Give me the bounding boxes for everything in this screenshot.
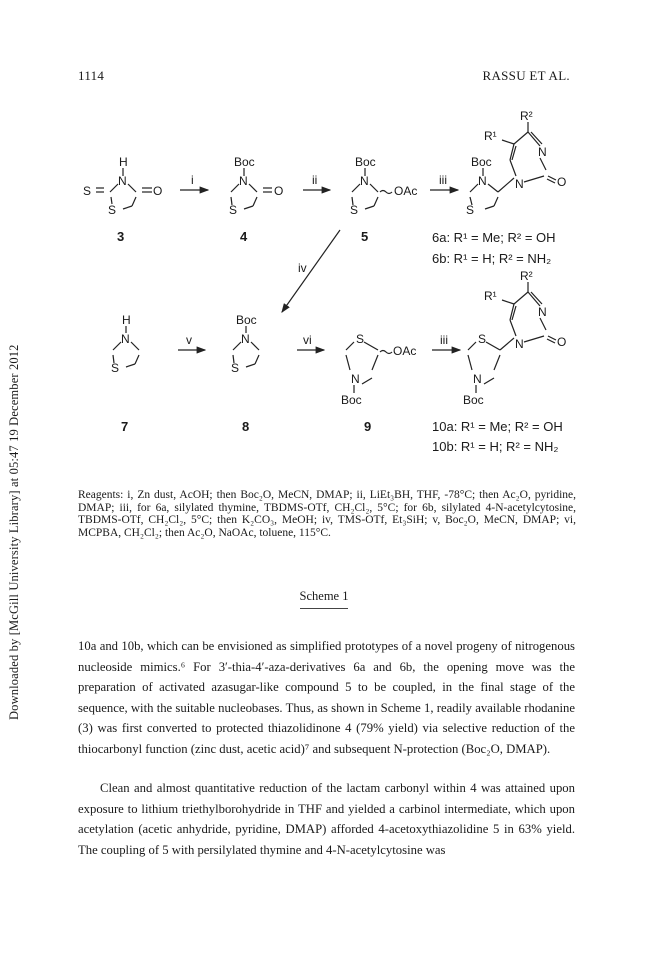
- atom-s-6: S: [466, 203, 475, 217]
- atom-s-7: S: [111, 361, 120, 375]
- atom-oac-9: OAc: [393, 344, 417, 358]
- running-head: RASSU ET AL.: [482, 68, 570, 83]
- label-compound-9: 9: [364, 419, 372, 434]
- atom-n3-10: N: [538, 305, 547, 319]
- step-iii-label-bottom: iii: [440, 333, 448, 347]
- atom-n1-10: N: [515, 337, 524, 351]
- download-notice: Downloaded by [McGill University Library] at 05:47 19 December 2012: [7, 344, 21, 720]
- label-compound-6b: 6b: R¹ = H; R² = NH₂: [432, 251, 552, 266]
- label-compound-10b: 10b: R¹ = H; R² = NH₂: [432, 439, 559, 454]
- caption-divider: [300, 608, 348, 609]
- label-compound-10a: 10a: R¹ = Me; R² = OH: [432, 419, 563, 434]
- atom-s-4: S: [229, 203, 238, 217]
- step-vi-label: vi: [303, 333, 312, 347]
- atom-s-10: S: [478, 332, 487, 346]
- label-compound-5: 5: [361, 229, 369, 244]
- label-compound-3: 3: [117, 229, 125, 244]
- body-paragraph-1: 10a and 10b, which can be envisioned as simplified prototypes of a novel progeny of nitrogenous nucleoside mimics.⁶ For 3′-thia-4′-aza-derivatives 6a and 6b, the opening move was the preparation of activated azasugar-like compound 5 to be coupled, in the final stage of the sequence, with the suitable nucleobases. Thus, as shown in Scheme 1, readily available rhodanine (3) was first converted to protected thiazolidinone 4 (79% yield) via selective reduction of the thiocarbonyl function (zinc dust, acetic acid)⁷ and subsequent N-protection (Boc₂O, DMAP).: [78, 639, 575, 756]
- atom-n-8: N: [241, 332, 250, 346]
- atom-n-7: N: [121, 332, 130, 346]
- atom-boc-4: Boc: [234, 155, 255, 169]
- step-v-label: v: [186, 333, 192, 347]
- atom-o-3: O: [153, 184, 163, 198]
- atom-r1-10: R¹: [484, 289, 497, 303]
- atom-r2-6: R²: [520, 109, 533, 123]
- atom-h-3: H: [119, 155, 128, 169]
- atom-r1-6: R¹: [484, 129, 497, 143]
- atom-o-6: O: [557, 175, 567, 189]
- scheme-caption: Scheme 1: [299, 589, 349, 603]
- compound-4-structure: [231, 168, 272, 209]
- atom-n-9: N: [351, 372, 360, 386]
- atom-boc-6: Boc: [471, 155, 492, 169]
- atom-n3-6: N: [538, 145, 547, 159]
- step-iii-label-top: iii: [439, 173, 447, 187]
- atom-s-3-exo: S: [83, 184, 92, 198]
- atom-oac-5: OAc: [394, 184, 418, 198]
- atom-n-5: N: [360, 174, 369, 188]
- atom-s-8: S: [231, 361, 240, 375]
- arrow-step-iv: [282, 230, 340, 312]
- atom-r2-10: R²: [520, 269, 533, 283]
- atom-n-6: N: [478, 174, 487, 188]
- atom-n-10: N: [473, 372, 482, 386]
- atom-s-5: S: [350, 203, 359, 217]
- reagents-caption: Reagents: i, Zn dust, AcOH; then Boc₂O, MeCN, DMAP; ii, LiEt₃BH, THF, -78°C; then Ac₂O, pyridine, DMAP; iii, for 6a, silylated thymine, TBDMS-OTf, CH₂Cl₂, 5°C; for 6b, silylated 4-N-acetylcytosine, TBDMS-OTf, CH₂Cl₂, 5°C; then K₂CO₃, MeOH; iv, TMS-OTf, Et₃SiH; v, Boc₂O, MeCN, DMAP; vi, MCPBA, CH₂Cl₂; then Ac₂O, NaOAc, toluene, 115°C.: [78, 489, 576, 539]
- page-number: 1114: [78, 68, 105, 83]
- atom-s-9: S: [356, 332, 365, 346]
- atom-n-3: N: [118, 174, 127, 188]
- atom-o-4: O: [274, 184, 284, 198]
- atom-h-7: H: [122, 313, 131, 327]
- atom-boc-5: Boc: [355, 155, 376, 169]
- atom-n-4: N: [239, 174, 248, 188]
- step-i-label: i: [191, 173, 194, 187]
- atom-boc-9: Boc: [341, 393, 362, 407]
- atom-boc-10: Boc: [463, 393, 484, 407]
- label-compound-4: 4: [240, 229, 248, 244]
- label-compound-8: 8: [242, 419, 250, 434]
- label-compound-7: 7: [121, 419, 129, 434]
- atom-o-10: O: [557, 335, 567, 349]
- atom-boc-8: Boc: [236, 313, 257, 327]
- atom-s-3-ring: S: [108, 203, 117, 217]
- step-iv-label: iv: [298, 261, 307, 275]
- label-compound-6a: 6a: R¹ = Me; R² = OH: [432, 230, 556, 245]
- atom-n1-6: N: [515, 177, 524, 191]
- step-ii-label: ii: [312, 173, 318, 187]
- body-paragraph-2: Clean and almost quantitative reduction of the lactam carbonyl within 4 was attained upon exposure to lithium triethylborohydride in THF and yielded a carbinol intermediate, which upon acetylation (acetic anhydride, pyridine, DMAP) afforded 4-acetoxythiazolidine 5 in 63% yield. The coupling of 5 with persilylated thymine and 4-N-acetylcytosine was: [78, 781, 575, 857]
